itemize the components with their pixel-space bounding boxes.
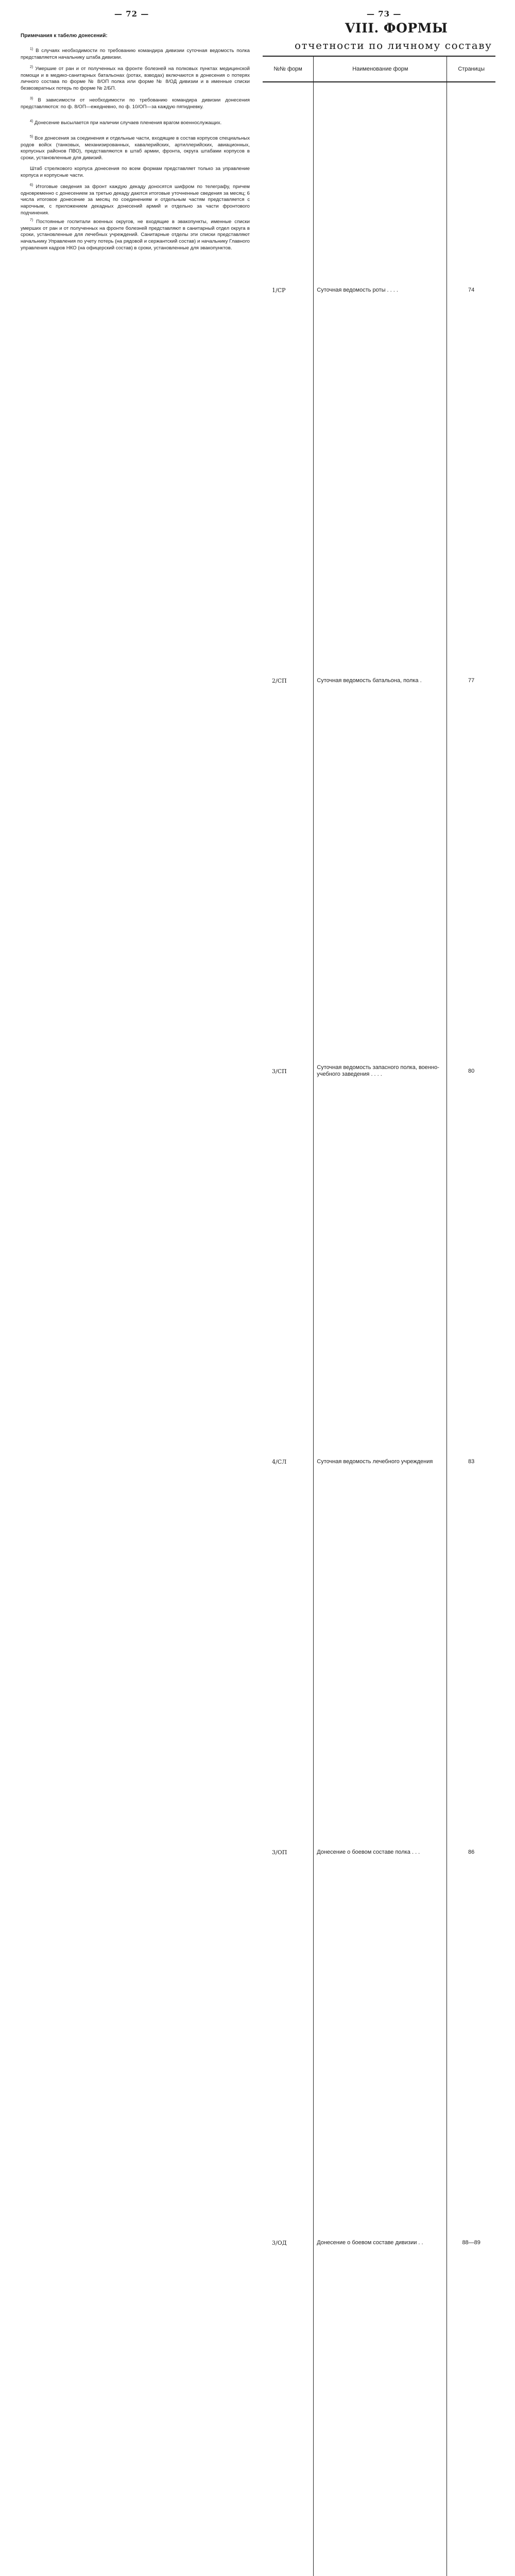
note-1: $^{1)}$ В случаях необходимости по требованию командира дивизии суточная ведомость полка представляется начальнику штаба дивизии. — [21, 47, 250, 60]
header-pages: Страницы — [447, 56, 495, 82]
note-2: $^{2)}$ Умершие от ран и от полученных на фронте болезней на полковых пунктах медицинской помощи и в медико-санитарных батальонах (ротах, взводах) включаются в донесения о потерях личного состава по форме № 8/ОП полка или форме № 8/ОД дивизии и в именные списки безвозвратных потерь по форме № 2/БП. — [21, 65, 250, 91]
header-form-name: Наименование форм — [314, 56, 447, 82]
table-row: 2/СП Суточная ведомость батальона, полка . 77 — [263, 485, 495, 876]
left-page — [0, 0, 255, 389]
table-row — [263, 2438, 495, 2576]
note-4: $^{4)}$ Донесение высылается при наличии случаев пленения врагом военнослужащих. — [30, 120, 222, 126]
note-5: $^{5)}$ Все донесения за соединения и отдельные части, входящие в состав корпусов специальных родов войск (танковых, механизированных, кавалерийских, артиллерийских, авиационных, корпусных районов ПВО), представляются в штаб армии, фронта, округа штабами корпусов в сроки, установленные для дивизий. — [21, 135, 250, 161]
table-row: 3/ОП Донесение о боевом составе полка . . . 86 — [263, 1657, 495, 2047]
note-5-continued: Штаб стрелкового корпуса донесения по всем формам представляет только за управление корпуса и корпусные части. — [21, 166, 250, 178]
page-number-right: — 73 — — [367, 9, 402, 19]
section-subtitle: отчетности по личному составу — [295, 39, 492, 52]
note-6: $^{6)}$ Итоговые сведения за фронт каждую декаду доносятся шифром по телеграфу, причем одновременно с донесением за третью декаду даются итоговые уточненные сведения за месяц; 6 числа итоговое донесение за месяц по соединениям и отдельным частям представляется с нарочным, с приложением декадных донесений армий и отдельно за части фронтового подчинения. — [21, 183, 250, 216]
note-3: $^{3)}$ В зависимости от необходимости по требованию командира дивизии донесения представляются: по ф. 8/ОП—ежедневно, по ф. 10/ОП—за каждую пятидневку. — [21, 97, 250, 110]
table-row: 3/СП Суточная ведомость запасного полка, военно-учебного заведения . . . . 80 — [263, 876, 495, 1266]
header-form-number: №№ форм — [263, 56, 314, 82]
notes-title: Примечания к табелю донесений: — [21, 33, 108, 39]
table-row: 3/ОД Донесение о боевом составе дивизии . . 88—89 — [263, 2047, 495, 2438]
table-row: 4/СЛ Суточная ведомость лечебного учреждения 83 — [263, 1266, 495, 1657]
page-number-left: — 72 — — [114, 9, 149, 19]
section-title: VIII. ФОРМЫ — [345, 21, 448, 36]
table-row: 1/СР Суточная ведомость роты . . . . 74 — [263, 95, 495, 485]
right-page — [258, 0, 515, 2246]
note-7: $^{7)}$ Постоянные госпитали военных округов, не входящие в эвакопункты, именные списки умерших от ран и от полученных на фронте болезней представляют в санитарный отдел округа в сроки, установленные для лечебных учреждений. Санитарные отделы эти списки представляют начальнику Управления по учету потерь (на рядовой и сержантский состав) и начальнику Главного управления кадров НКО (на офицерский состав) в сроки, установленные для эвакопунктов. — [21, 218, 250, 251]
forms-table — [263, 56, 495, 2576]
